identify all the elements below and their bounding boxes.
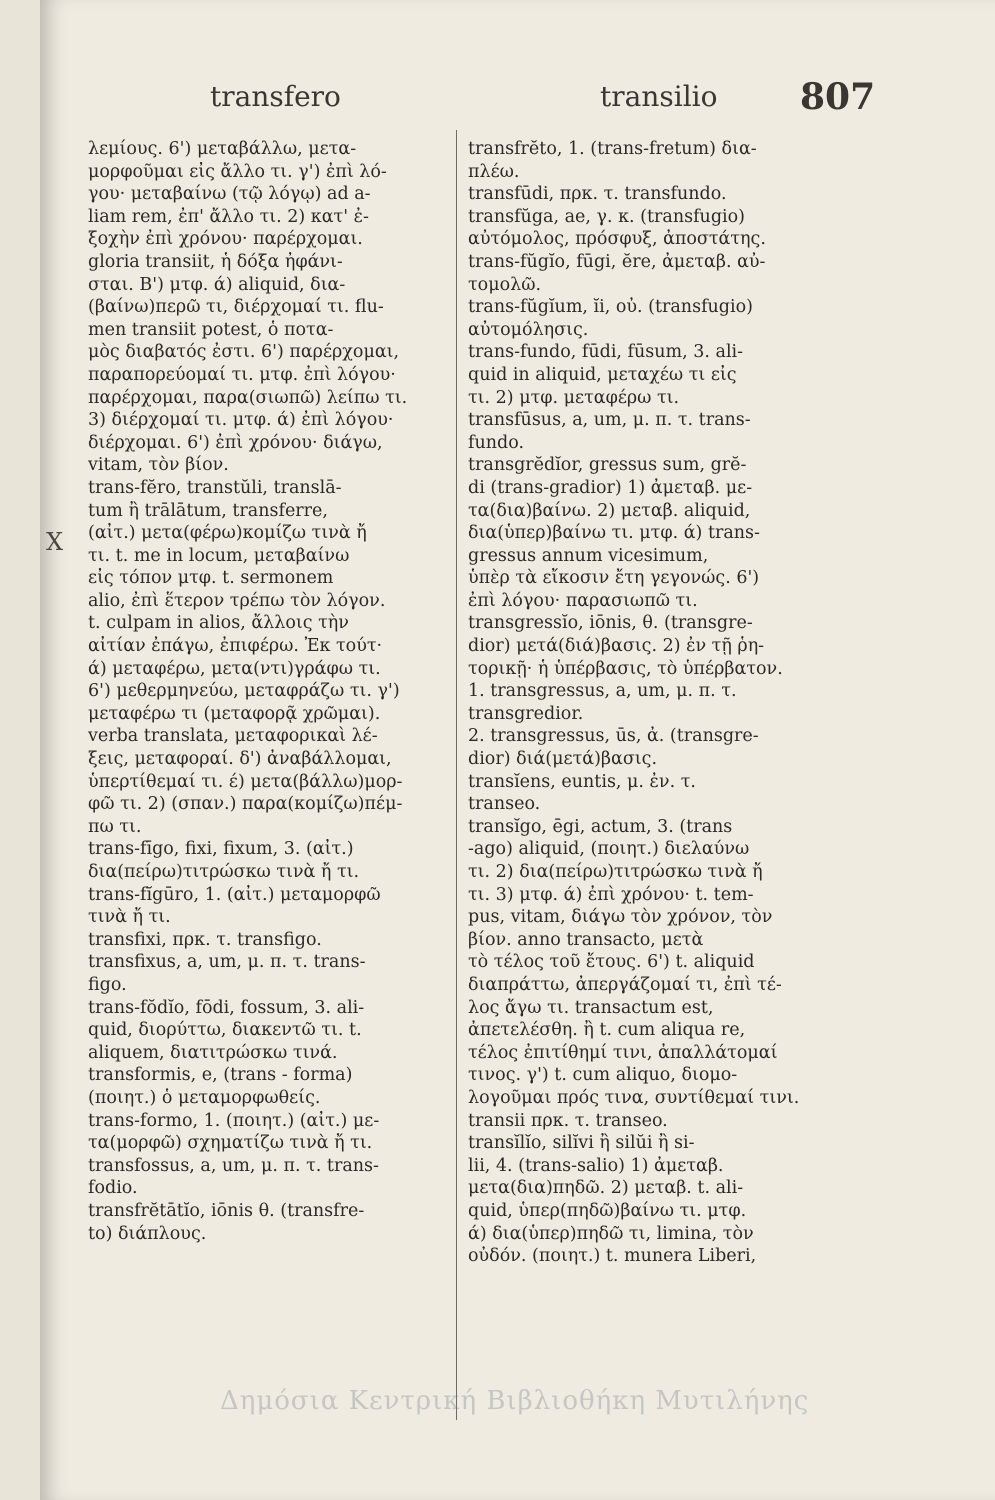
dictionary-line: ξεις, μεταφοραί. δ') ἀναβάλλομαι, bbox=[88, 749, 392, 770]
dictionary-line: αἰτίαν ἐπάγω, ἐπιφέρω. Ἐκ τούτ· bbox=[88, 636, 383, 657]
dictionary-line: ά) μεταφέρω, μετα(ντι)γράφω τι. bbox=[88, 658, 381, 679]
dictionary-line: ξοχὴν ἐπὶ χρόνου· παρέρχομαι. bbox=[88, 229, 363, 250]
page-number: 807 bbox=[800, 76, 876, 118]
dictionary-line: διαπράττω, ἀπεργάζομαί τι, ἐπὶ τέ- bbox=[468, 974, 782, 995]
page-header bbox=[40, 76, 995, 120]
dictionary-line: transgressĭo, iōnis, θ. (transgre- bbox=[468, 613, 753, 634]
dictionary-line: πλέω. bbox=[468, 161, 520, 182]
dictionary-line: (αἰτ.) μετα(φέρω)κομίζω τινὰ ἤ bbox=[88, 523, 367, 544]
dictionary-line: φῶ τι. 2) (σπαν.) παρα(κομίζω)πέμ- bbox=[88, 794, 403, 815]
left-column bbox=[88, 138, 508, 1245]
dictionary-line: transĭens, euntis, μ. ἐν. τ. bbox=[468, 771, 696, 792]
dictionary-line: ἀπετελέσθη. ἢ t. cum aliqua re, bbox=[468, 1020, 746, 1041]
left-guide-word: transfero bbox=[210, 80, 341, 113]
dictionary-line: transfixus, a, um, μ. π. τ. trans- bbox=[88, 952, 366, 973]
dictionary-line: dior) διά(μετά)βασις. bbox=[468, 749, 658, 770]
dictionary-line: quid, ὑπερ(πηδῶ)βαίνω τι. μτφ. bbox=[468, 1200, 747, 1221]
dictionary-line: trans-fĕro, transtŭli, translā- bbox=[88, 477, 342, 498]
dictionary-line: δια(ὑπερ)βαίνω τι. μτφ. ά) trans- bbox=[468, 523, 760, 544]
dictionary-line: 2. transgressus, ūs, ἀ. (transgre- bbox=[468, 726, 759, 747]
dictionary-line: transgredior. bbox=[468, 703, 584, 724]
dictionary-line: trans-fŏdĭo, fōdi, fossum, 3. ali- bbox=[88, 997, 365, 1018]
dictionary-line: (βαίνω)περῶ τι, διέρχομαί τι. flu- bbox=[88, 297, 384, 318]
dictionary-line: fodio. bbox=[88, 1178, 138, 1199]
dictionary-line: δια(πείρω)τιτρώσκω τινὰ ἤ τι. bbox=[88, 862, 360, 882]
dictionary-line: fundo. bbox=[468, 432, 525, 453]
dictionary-line: figo. bbox=[88, 974, 127, 995]
dictionary-line: transfŭga, ae, γ. κ. (transfugio) bbox=[468, 206, 745, 227]
dictionary-line: οὐδόν. (ποιητ.) t. munera Liberi, bbox=[468, 1246, 757, 1267]
dictionary-line: transfūsus, a, um, μ. π. τ. trans- bbox=[468, 410, 751, 431]
dictionary-line: εἰς τόπον μτφ. t. sermonem bbox=[88, 568, 334, 589]
dictionary-line: 3) διέρχομαί τι. μτφ. ά) ἐπὶ λόγου· bbox=[88, 410, 394, 431]
dictionary-line: πω τι. bbox=[88, 816, 142, 837]
dictionary-line: lii, 4. (trans-salio) 1) ἀμεταβ. bbox=[468, 1155, 724, 1176]
dictionary-line: vitam, τὸν βίον. bbox=[88, 455, 229, 476]
dictionary-line: tum ἢ trālātum, transferre, bbox=[88, 500, 328, 521]
dictionary-line: transĭlĭo, silĭvi ἢ silŭi ἢ si- bbox=[468, 1133, 695, 1154]
dictionary-line: μὸς διαβατός ἐστι. 6') παρέρχομαι, bbox=[88, 342, 400, 363]
dictionary-line: ἐπὶ λόγου· παρασιωπῶ τι. bbox=[468, 590, 698, 611]
dictionary-line: trans-fundo, fūdi, fūsum, 3. ali- bbox=[468, 342, 744, 363]
dictionary-line: τι. 2) μτφ. μεταφέρω τι. bbox=[468, 387, 680, 408]
dictionary-line: liam rem, ἐπ' ἄλλο τι. 2) κατ' ἐ- bbox=[88, 206, 369, 227]
dictionary-line: τι. 3) μτφ. ά) ἐπὶ χρόνου· t. tem- bbox=[468, 884, 754, 905]
dictionary-line: quid in aliquid, μεταχέω τι εἰς bbox=[468, 364, 737, 385]
dictionary-line: τα(δια)βαίνω. 2) μεταβ. aliquid, bbox=[468, 500, 751, 521]
dictionary-line: παραπορεύομαί τι. μτφ. ἐπὶ λόγου· bbox=[88, 364, 396, 385]
dictionary-line: (ποιητ.) ὁ μεταμορφωθείς. bbox=[88, 1087, 321, 1108]
dictionary-line: αὐτομόλησις. bbox=[468, 319, 589, 340]
dictionary-line: transeo. bbox=[468, 794, 541, 815]
dictionary-line: men transiit potest, ὁ ποτα- bbox=[88, 319, 334, 340]
dictionary-line: transfūdi, πρκ. τ. transfundo. bbox=[468, 184, 727, 205]
dictionary-line: διέρχομαι. 6') ἐπὶ χρόνου· διάγω, bbox=[88, 432, 383, 453]
dictionary-line: -ago) aliquid, (ποιητ.) διελαύνω bbox=[468, 839, 750, 860]
dictionary-line: gloria transiit, ἡ δόξα ἠφάνι- bbox=[88, 251, 343, 272]
dictionary-line: τι. 2) δια(πείρω)τιτρώσκω τινὰ ἤ bbox=[468, 862, 763, 882]
dictionary-line: verba translata, μεταφορικαὶ λέ- bbox=[88, 726, 378, 747]
dictionary-line: μετα(δια)πηδῶ. 2) μεταβ. t. ali- bbox=[468, 1178, 744, 1199]
dictionary-page bbox=[40, 0, 995, 1500]
dictionary-line: μορφοῦμαι εἰς ἄλλο τι. γ') ἐπὶ λό- bbox=[88, 161, 387, 182]
dictionary-line: trans-fŭgĭo, fūgi, ĕre, ἀμεταβ. αὐ- bbox=[468, 251, 766, 272]
dictionary-line: trans-formo, 1. (ποιητ.) (αἰτ.) με- bbox=[88, 1110, 380, 1131]
dictionary-line: παρέρχομαι, παρα(σιωπῶ) λείπω τι. bbox=[88, 387, 408, 408]
dictionary-line: ὑπὲρ τὰ εἴκοσιν ἔτη γεγονώς. 6') bbox=[468, 568, 760, 589]
dictionary-line: to) διάπλους. bbox=[88, 1223, 207, 1244]
dictionary-line: τινὰ ἤ τι. bbox=[88, 907, 171, 928]
dictionary-line: μεταφέρω τι (μεταφορᾷ χρῶμαι). bbox=[88, 703, 381, 724]
dictionary-line: transformis, e, (trans - forma) bbox=[88, 1065, 353, 1086]
dictionary-line: alio, ἐπὶ ἕτερον τρέπω τὸν λόγον. bbox=[88, 590, 386, 611]
margin-mark: X bbox=[46, 528, 64, 556]
right-guide-word: transilio bbox=[600, 80, 718, 113]
right-column bbox=[468, 138, 893, 1268]
dictionary-line: quid, διορύττω, διακεντῶ τι. t. bbox=[88, 1020, 362, 1041]
dictionary-line: λογοῦμαι πρός τινα, συντίθεμαί τινι. bbox=[468, 1087, 800, 1108]
dictionary-line: βίον. anno transacto, μετὰ bbox=[468, 929, 704, 950]
dictionary-line: τομολῶ. bbox=[468, 274, 542, 295]
dictionary-line: transfossus, a, um, μ. π. τ. trans- bbox=[88, 1155, 379, 1176]
dictionary-line: ὑπερτίθεμαί τι. έ) μετα(βάλλω)μορ- bbox=[88, 771, 403, 792]
dictionary-line: transfrĕtātĭo, iōnis θ. (transfre- bbox=[88, 1200, 365, 1221]
dictionary-line: trans-fīgo, fixi, fixum, 3. (αἰτ.) bbox=[88, 839, 354, 860]
dictionary-line: transgrĕdĭor, gressus sum, grĕ- bbox=[468, 455, 747, 476]
dictionary-line: αὐτόμολος, πρόσφυξ, ἀποστάτης. bbox=[468, 229, 766, 250]
dictionary-line: transfixi, πρκ. τ. transfigo. bbox=[88, 929, 322, 950]
dictionary-line: transĭgo, ēgi, actum, 3. (trans bbox=[468, 816, 733, 837]
dictionary-line: τὸ τέλος τοῦ ἔτους. 6') t. aliquid bbox=[468, 952, 755, 973]
dictionary-line: λος ἄγω τι. transactum est, bbox=[468, 997, 714, 1018]
dictionary-line: dior) μετά(διά)βασις. 2) ἐν τῇ ῥη- bbox=[468, 636, 765, 657]
dictionary-line: λεμίους. 6') μεταβάλλω, μετα- bbox=[88, 139, 357, 159]
dictionary-line: τέλος ἐπιτίθημί τινι, ἀπαλλάτομαί bbox=[468, 1042, 778, 1063]
dictionary-line: transfrĕto, 1. (trans-fretum) δια- bbox=[468, 139, 757, 159]
dictionary-line: ά) δια(ὑπερ)πηδῶ τι, limina, τὸν bbox=[468, 1223, 754, 1244]
dictionary-line: τι. t. me in locum, μεταβαίνω bbox=[88, 545, 350, 566]
dictionary-line: gressus annum vicesimum, bbox=[468, 545, 709, 566]
dictionary-line: trans-fĭgūro, 1. (αἰτ.) μεταμορφῶ bbox=[88, 884, 381, 905]
dictionary-line: 1. transgressus, a, um, μ. π. τ. bbox=[468, 681, 737, 702]
dictionary-line: τινος. γ') t. cum aliquo, διομο- bbox=[468, 1065, 738, 1086]
dictionary-line: transii πρκ. τ. transeo. bbox=[468, 1110, 668, 1131]
dictionary-line: 6') μεθερμηνεύω, μεταφράζω τι. γ') bbox=[88, 681, 400, 702]
dictionary-line: τα(μορφῶ) σχηματίζω τινὰ ἤ τι. bbox=[88, 1133, 373, 1154]
dictionary-line: γου· μεταβαίνω (τῷ λόγῳ) ad a- bbox=[88, 184, 371, 205]
dictionary-line: trans-fŭgĭum, ĭi, οὐ. (transfugio) bbox=[468, 297, 753, 318]
library-watermark: Δημόσια Κεντρική Βιβλιοθήκη Μυτιλήνης bbox=[220, 1386, 810, 1416]
dictionary-line: t. culpam in alios, ἄλλοις τὴν bbox=[88, 613, 349, 634]
dictionary-line: pus, vitam, διάγω τὸν χρόνον, τὸν bbox=[468, 907, 773, 928]
dictionary-line: σται. B') μτφ. ά) aliquid, δια- bbox=[88, 274, 346, 295]
dictionary-line: aliquem, διατιτρώσκω τινά. bbox=[88, 1042, 338, 1063]
dictionary-line: τορικῇ· ἡ ὑπέρβασις, τὸ ὑπέρβατον. bbox=[468, 658, 783, 679]
dictionary-line: di (trans-gradior) 1) ἀμεταβ. με- bbox=[468, 477, 753, 498]
